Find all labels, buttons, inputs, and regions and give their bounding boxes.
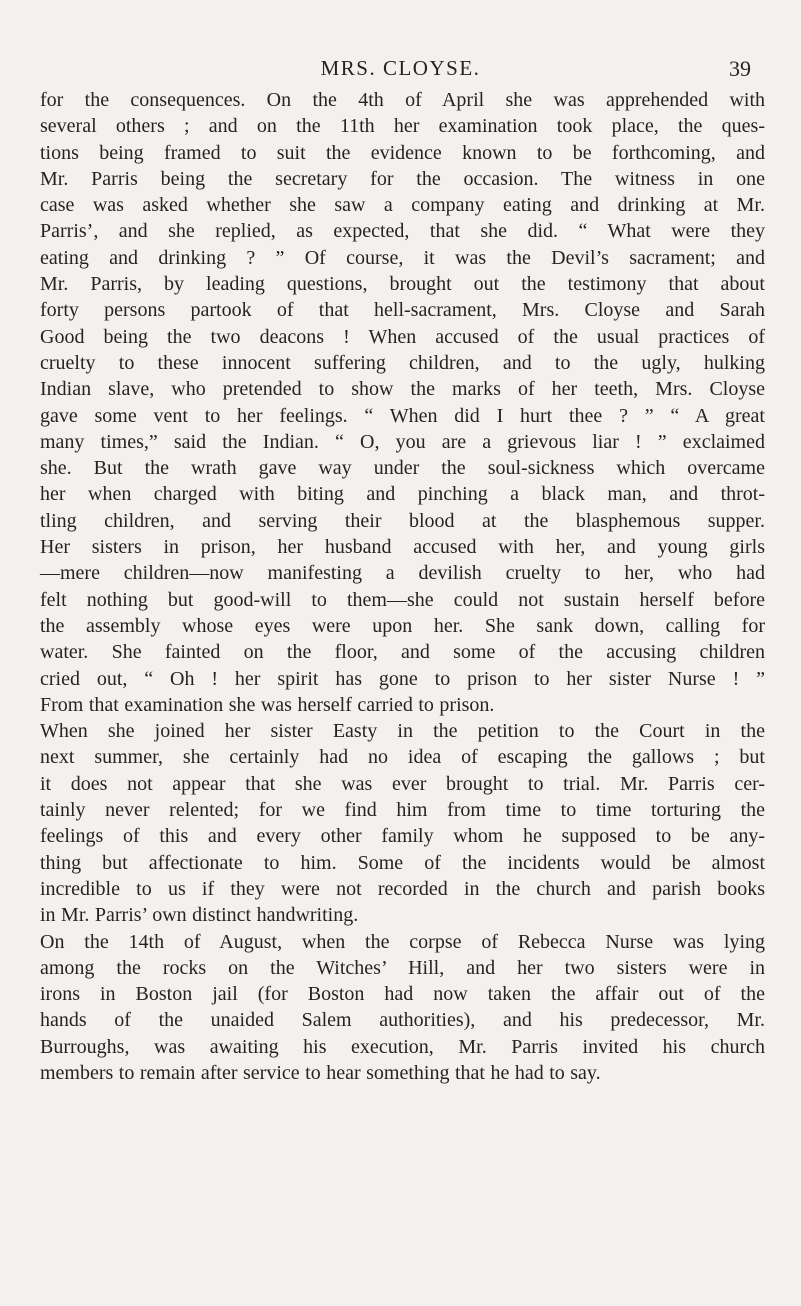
text-line: tainly never relented; for we find him from time to time torturing the: [40, 799, 765, 822]
running-title: MRS. CLOYSE.: [320, 56, 481, 80]
text-line: it does not appear that she was ever brought to trial. Mr. Parris cer-: [40, 772, 765, 795]
text-line: Her sisters in prison, her husband accused with her, and young girls: [40, 536, 765, 559]
text-line: Parris’, and she replied, as expected, that she did. “ What were they: [40, 220, 765, 243]
text-line: When she joined her sister Easty in the petition to the Court in the: [40, 720, 765, 743]
text-line: forty persons partook of that hell-sacrament, Mrs. Cloyse and Sarah: [40, 299, 765, 322]
text-line: case was asked whether she saw a company eating and drinking at Mr.: [40, 194, 765, 217]
text-line: many times,” said the Indian. “ O, you are a grievous liar ! ” exclaimed: [40, 430, 765, 453]
text-line: —mere children—now manifesting a devilish cruelty to her, who had: [40, 562, 765, 585]
text-line: hands of the unaided Salem authorities), and his predecessor, Mr.: [40, 1009, 765, 1032]
page-number: 39: [729, 56, 751, 81]
text-line: Mr. Parris, by leading questions, brought out the testimony that about: [40, 273, 765, 296]
text-line: feelings of this and every other family whom he supposed to be any-: [40, 825, 765, 848]
text-line: she. But the wrath gave way under the soul-sickness which overcame: [40, 457, 765, 480]
text-line: On the 14th of August, when the corpse of Rebecca Nurse was lying: [40, 930, 765, 953]
text-line: tling children, and serving their blood at the blasphemous supper.: [40, 509, 765, 532]
text-line: cried out, “ Oh ! her spirit has gone to prison to her sister Nurse ! ”: [40, 667, 765, 690]
text-line-paragraph-end: members to remain after service to hear something that he had to say.: [40, 1061, 601, 1084]
text-line: incredible to us if they were not recorded in the church and parish books: [40, 877, 765, 900]
text-line: for the consequences. On the 4th of April she was apprehended with: [40, 89, 765, 111]
page-header: [0, 56, 801, 82]
text-line: the assembly whose eyes were upon her. She sank down, calling for: [40, 614, 765, 637]
text-line: Good being the two deacons ! When accused of the usual practices of: [40, 325, 765, 348]
text-line: tions being framed to suit the evidence known to be forthcoming, and: [40, 141, 765, 164]
text-line: Burroughs, was awaiting his execution, Mr. Parris invited his church: [40, 1035, 765, 1058]
text-line: her when charged with biting and pinching a black man, and throt-: [40, 483, 765, 506]
body-text: [40, 87, 765, 1086]
text-line: Mr. Parris being the secretary for the occasion. The witness in one: [40, 167, 765, 190]
text-line: cruelty to these innocent suffering children, and to the ugly, hulking: [40, 351, 765, 374]
text-line: among the rocks on the Witches’ Hill, and her two sisters were in: [40, 956, 765, 979]
text-line: irons in Boston jail (for Boston had now taken the affair out of the: [40, 983, 765, 1006]
text-line: water. She fainted on the floor, and some of the accusing children: [40, 641, 765, 664]
text-line: eating and drinking ? ” Of course, it was the Devil’s sacrament; and: [40, 246, 765, 269]
text-line-paragraph-end: in Mr. Parris’ own distinct handwriting.: [40, 904, 359, 927]
text-line: felt nothing but good-will to them—she could not sustain herself before: [40, 588, 765, 611]
text-line: Indian slave, who pretended to show the marks of her teeth, Mrs. Cloyse: [40, 378, 765, 401]
text-line: next summer, she certainly had no idea of escaping the gallows ; but: [40, 746, 765, 769]
text-line: thing but affectionate to him. Some of the incidents would be almost: [40, 851, 765, 874]
text-line-paragraph-end: From that examination she was herself carried to prison.: [40, 693, 495, 716]
text-line: several others ; and on the 11th her examination took place, the ques-: [40, 115, 765, 138]
text-line: gave some vent to her feelings. “ When did I hurt thee ? ” “ A great: [40, 404, 765, 427]
